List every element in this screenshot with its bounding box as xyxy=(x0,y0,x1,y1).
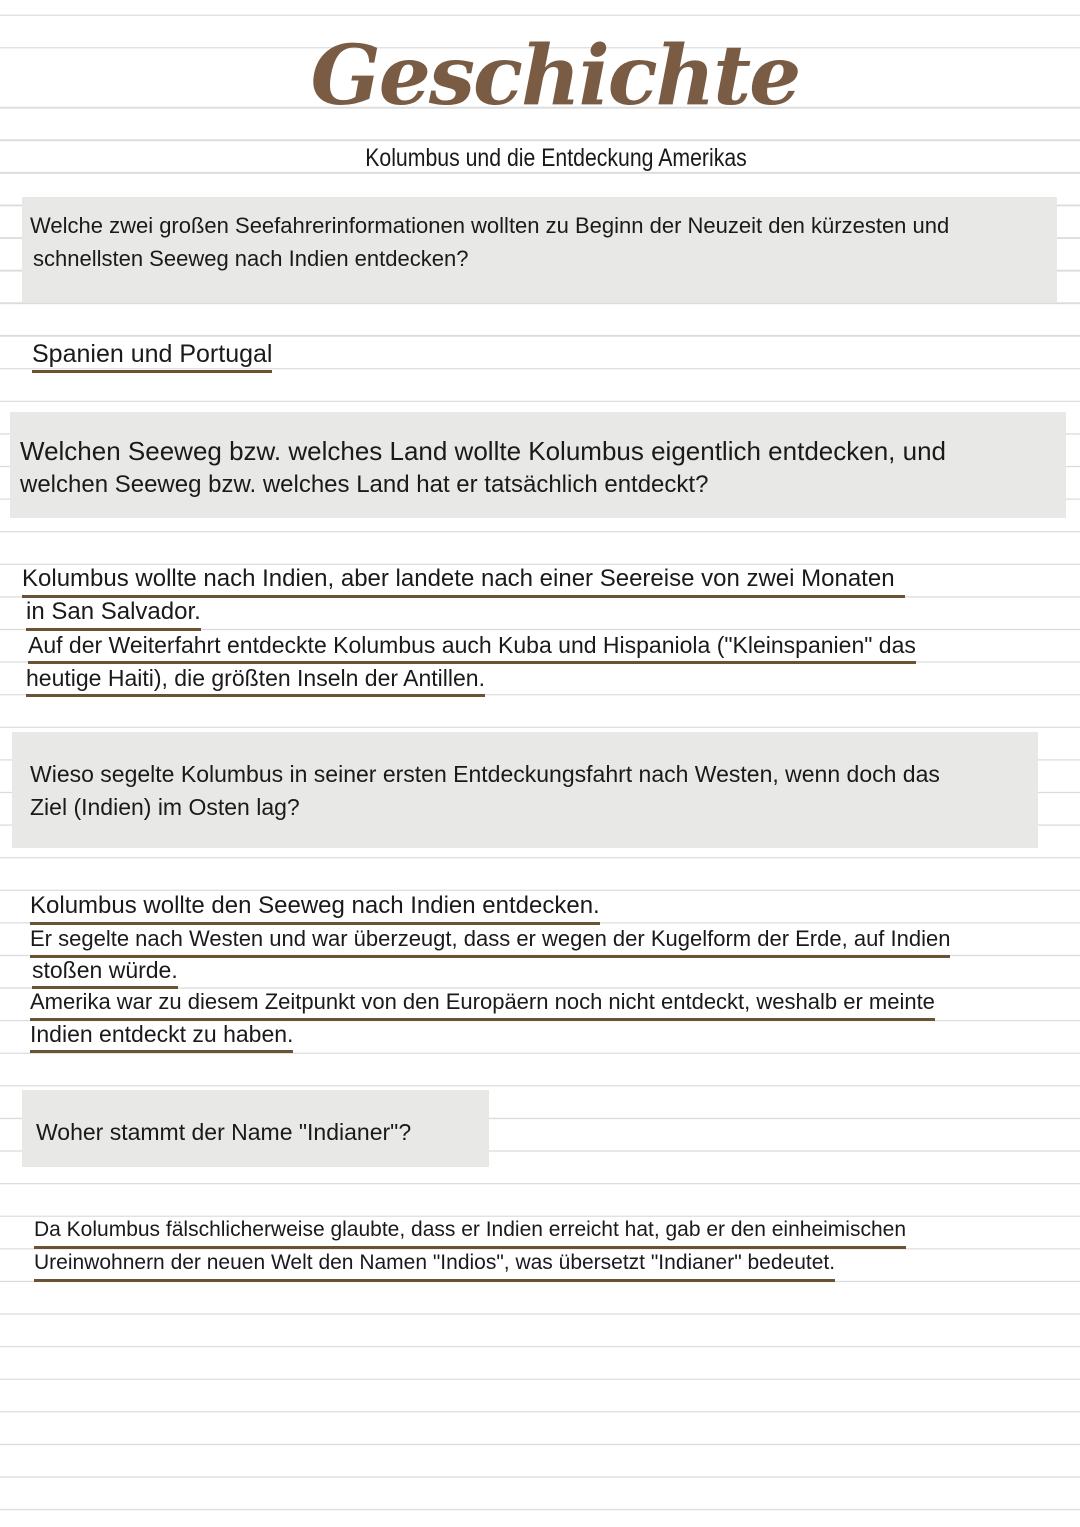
answer-2-line-2: in San Salvador. xyxy=(26,598,201,631)
answer-2-line-3: Auf der Weiterfahrt entdeckte Kolumbus auch Kuba und Hispaniola ("Kleinspanien" das xyxy=(28,631,916,664)
answer-3-line-2: Er segelte nach Westen und war überzeugt, dass er wegen der Kugelform der Erde, auf Indien xyxy=(30,925,950,958)
question-4-line-1: Woher stammt der Name "Indianer"? xyxy=(36,1119,412,1145)
question-3-line-1: Wieso segelte Kolumbus in seiner ersten Entdeckungsfahrt nach Westen, wenn doch das xyxy=(30,761,940,787)
answer-4-line-2: Ureinwohnern der neuen Welt den Namen "Indios", was übersetzt "Indianer" bedeutet. xyxy=(34,1249,835,1282)
question-2-line-2: welchen Seeweg bzw. welches Land hat er tatsächlich entdeckt? xyxy=(20,471,709,498)
answer-4-line-1: Da Kolumbus fälschlicherweise glaubte, dass er Indien erreicht hat, gab er den einheimischen xyxy=(34,1216,906,1249)
question-1-line-1: Welche zwei großen Seefahrerinformationen wollten zu Beginn der Neuzeit den kürzesten und xyxy=(30,213,950,238)
page-title: Geschichte xyxy=(310,28,800,124)
question-1-line-2: schnellsten Seeweg nach Indien entdecken? xyxy=(33,246,469,271)
answer-1-line-1: Spanien und Portugal xyxy=(32,340,272,373)
question-3-line-2: Ziel (Indien) im Osten lag? xyxy=(30,794,300,820)
answer-3-line-5: Indien entdeckt zu haben. xyxy=(30,1020,293,1053)
question-box-3 xyxy=(12,732,1038,848)
answer-3-line-4: Amerika war zu diesem Zeitpunkt von den Europäern noch nicht entdeckt, weshalb er meinte xyxy=(30,988,935,1021)
answer-2-line-4: heutige Haiti), die größten Inseln der Antillen. xyxy=(26,664,485,697)
page-subtitle: Kolumbus und die Entdeckung Amerikas xyxy=(365,144,747,172)
answer-3-line-1: Kolumbus wollte den Seeweg nach Indien entdecken. xyxy=(30,892,600,925)
answer-2-line-1: Kolumbus wollte nach Indien, aber landete nach einer Seereise von zwei Monaten xyxy=(22,565,905,598)
answer-3-line-3: stoßen würde. xyxy=(32,956,178,989)
question-2-line-1: Welchen Seeweg bzw. welches Land wollte Kolumbus eigentlich entdecken, und xyxy=(20,436,946,466)
